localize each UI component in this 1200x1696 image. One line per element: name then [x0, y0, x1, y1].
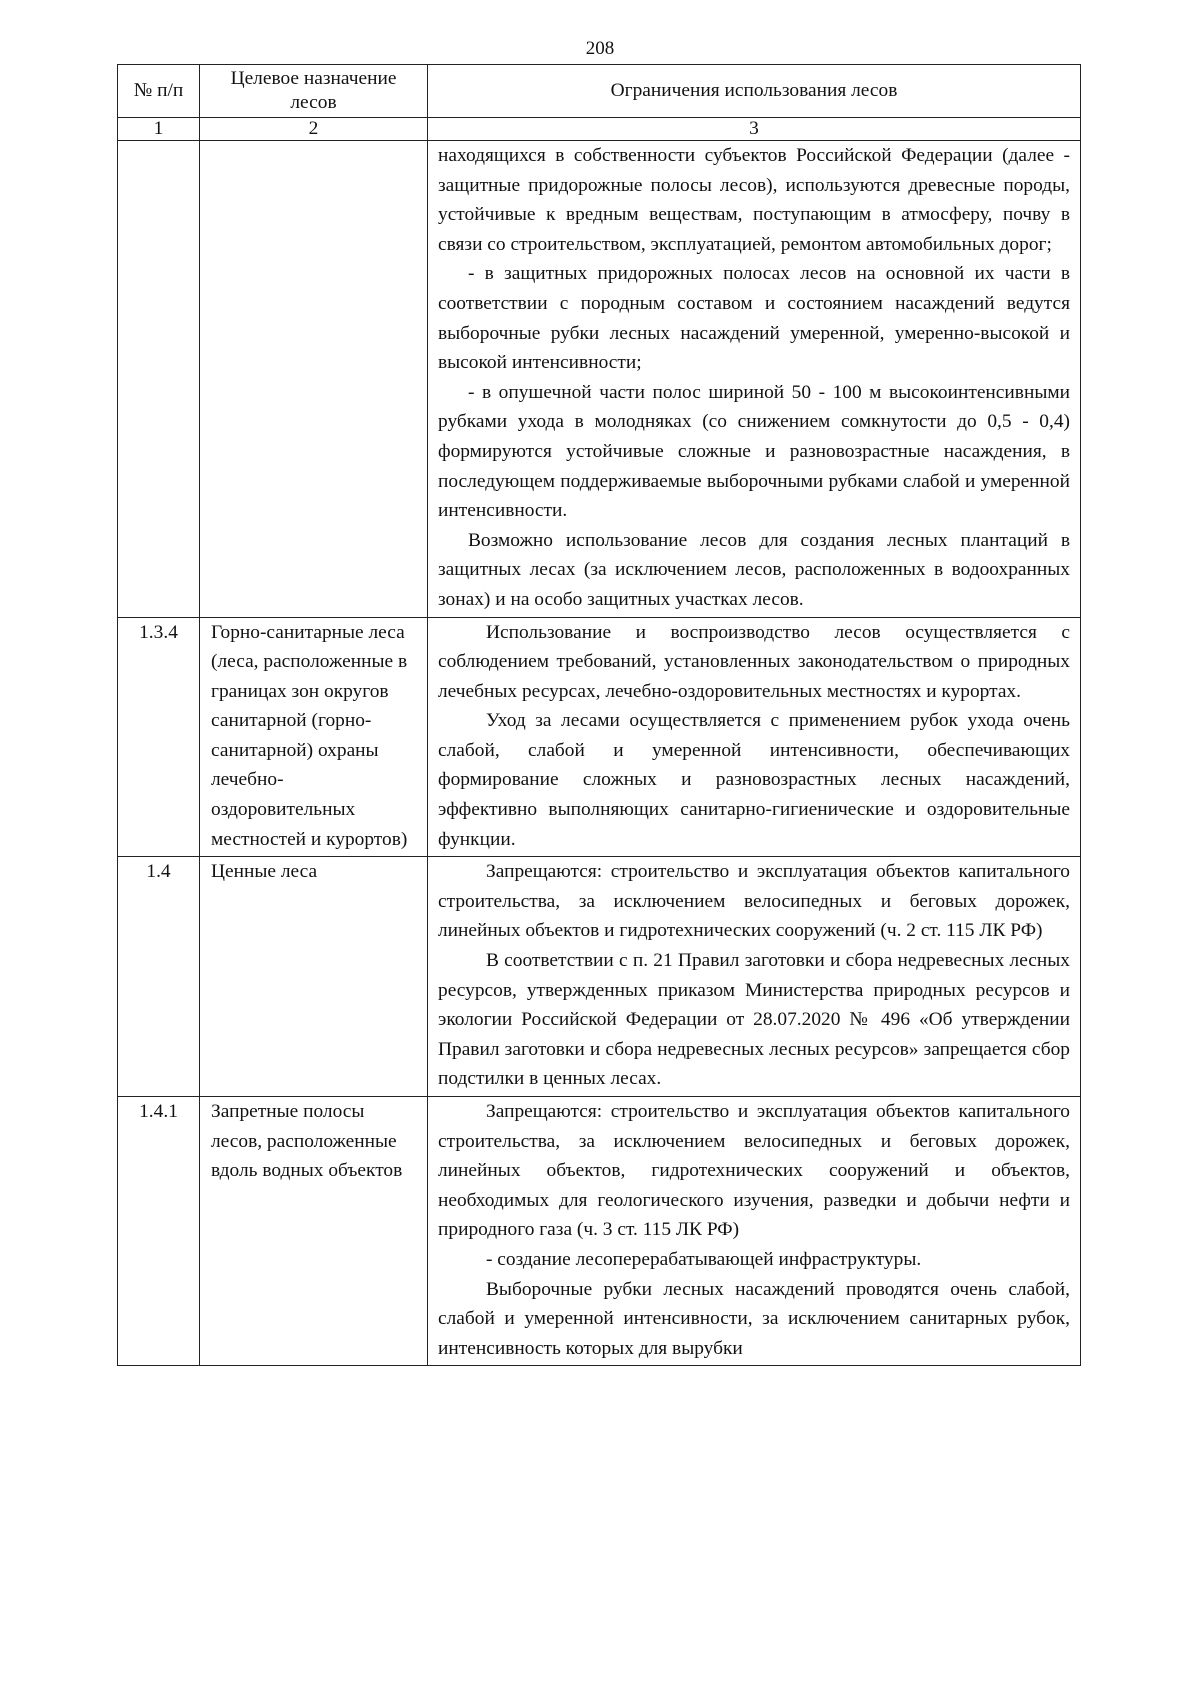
paragraph: находящихся в собственности субъектов Российской Федерации (далее - защитные придорожные полосы лесов), используются древесные породы, устойчивые к вредным веществам, поступающим в атмосферу, почву в связи со строительством, эксплуатацией, ремонтом автомобильных дорог;: [438, 145, 1070, 255]
page-number: 208: [585, 38, 615, 59]
paragraph: Запрещаются: строительство и эксплуатация объектов капитального строительства, за исключением велосипедных и беговых дорожек, линейных объектов, гидротехнических сооружений и объектов, необходимых для геологического изучения, разведки и добычи нефти и природного газа (ч. 3 ст. 115 ЛК РФ): [438, 1101, 1070, 1241]
row-purpose: Горно-санитарные леса (леса, расположенные в границах зон округов санитарной (горно-санитарной) охраны лечебно-оздоровительных местностей и курортов): [200, 617, 428, 857]
column-number-1: 1: [118, 118, 200, 141]
paragraph: - создание лесоперерабатывающей инфраструктуры.: [486, 1248, 922, 1270]
paragraph: Использование и воспроизводство лесов осуществляется с соблюдением требований, установленных законодательством о природных лечебных ресурсах, лечебно-оздоровительных местностях и курортах.: [438, 621, 1070, 702]
paragraph: Возможно использование лесов для создания лесных плантаций в защитных лесах (за исключением лесов, расположенных в водоохранных зонах) и на особо защитных участках лесов.: [438, 529, 1070, 610]
header-restrictions: Ограничения использования лесов: [428, 65, 1081, 118]
row-purpose: [200, 141, 428, 618]
row-number: 1.4.1: [118, 1097, 200, 1366]
column-number-3: 3: [428, 118, 1081, 141]
table-row: [118, 1097, 1081, 1366]
column-number-2: 2: [200, 118, 428, 141]
column-number-row: [118, 118, 1081, 141]
paragraph: Запрещаются: строительство и эксплуатация объектов капитального строительства, за исключением велосипедных и беговых дорожек, линейных объектов и гидротехнических сооружений (ч. 2 ст. 115 ЛК РФ): [438, 861, 1070, 942]
row-purpose: Ценные леса: [200, 857, 428, 1097]
header-num: № п/п: [118, 65, 200, 118]
table-row: [118, 857, 1081, 1097]
paragraph: Выборочные рубки лесных насаждений проводятся очень слабой, слабой и умеренной интенсивности, за исключением санитарных рубок, интенсивность которых для вырубки: [438, 1278, 1070, 1359]
forest-use-restrictions-table: [117, 64, 1081, 1366]
table-row: [118, 141, 1081, 618]
row-restrictions: [428, 1097, 1081, 1366]
row-restrictions: [428, 617, 1081, 857]
row-number: 1.3.4: [118, 617, 200, 857]
row-restrictions: [428, 141, 1081, 618]
row-number: 1.4: [118, 857, 200, 1097]
row-restrictions: [428, 857, 1081, 1097]
paragraph: - в опушечной части полос шириной 50 - 100 м высокоинтенсивными рубками ухода в молодняках (со снижением сомкнутости до 0,5 - 0,4) формируются устойчивые сложные и разновозрастные насаждения, в последующем поддерживаемые выборочными рубками слабой и умеренной интенсивности.: [438, 381, 1070, 522]
header-purpose: Целевое назначение лесов: [200, 65, 428, 118]
header-row: [118, 65, 1081, 118]
row-number: [118, 141, 200, 618]
table-row: [118, 617, 1081, 857]
paragraph: В соответствии с п. 21 Правил заготовки и сбора недревесных лесных ресурсов, утвержденных приказом Министерства природных ресурсов и экологии Российской Федерации от 28.07.2020 № 496 «Об утверждении Правил заготовки и сбора недревесных лесных ресурсов» запрещается сбор подстилки в ценных лесах.: [438, 950, 1070, 1090]
paragraph: Уход за лесами осуществляется с применением рубок ухода очень слабой, слабой и умеренной интенсивности, обеспечивающих формирование сложных и разновозрастных лесных насаждений, эффективно выполняющих санитарно-гигиенические и оздоровительные функции.: [438, 710, 1070, 850]
row-purpose: Запретные полосы лесов, расположенные вдоль водных объектов: [200, 1097, 428, 1366]
paragraph: - в защитных придорожных полосах лесов на основной их части в соответствии с породным составом и состоянием насаждений ведутся выборочные рубки лесных насаждений умеренной, умеренно-высокой и высокой интенсивности;: [438, 263, 1070, 374]
